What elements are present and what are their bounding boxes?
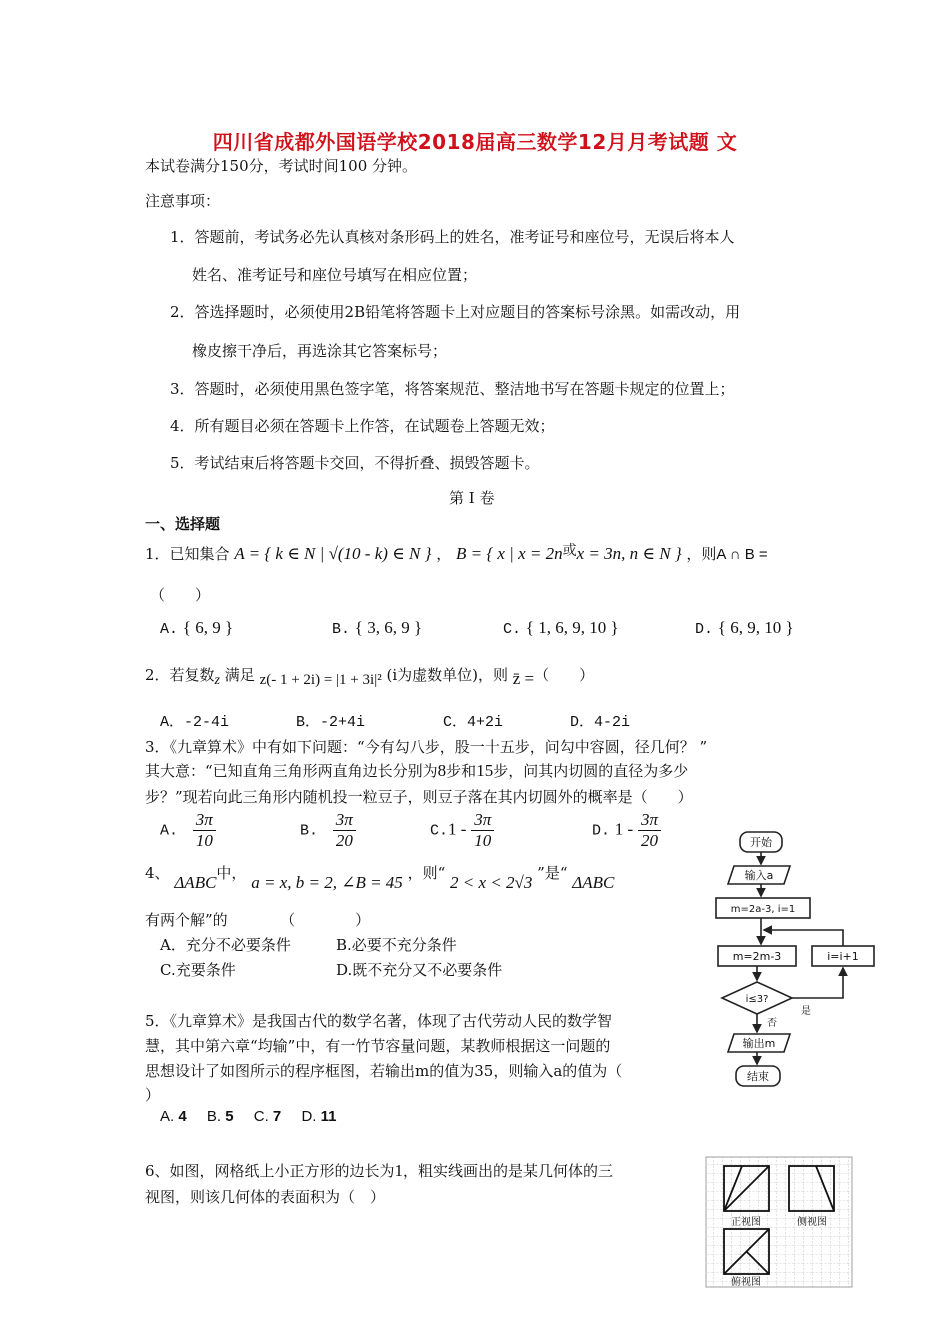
q6-text: ，粗实线画出的是某几何体的三: [403, 1162, 614, 1180]
q1-option-b: [332, 618, 422, 638]
q5-line-2: 慧，其中第六章“均输”中，有一竹节容量问题，某教师根据这一问题的: [145, 1037, 611, 1055]
q5-line-4: ）: [145, 1086, 161, 1104]
option-label: C.: [253, 1108, 269, 1125]
notice-3: 3．答题时，必须使用黑色签字笔，将答案规范、整洁地书写在答题卡规定的位置上；: [170, 380, 735, 398]
flow-increment-label: i=i+1: [827, 950, 859, 963]
flow-input-label: 输入a: [744, 869, 774, 882]
option-value: 5: [225, 1108, 234, 1125]
numerator: 3π: [471, 810, 494, 831]
q6-text: 6、如图，网格纸上小正方形的边长为: [145, 1162, 395, 1180]
flow-no-label: 否: [767, 1018, 777, 1029]
q2-note: (i为虚数单位)，则: [386, 666, 508, 684]
option-label: B.: [300, 822, 319, 840]
option-value: { 6, 9, 10 }: [717, 618, 794, 637]
q3-line-3: 步？”现若向此三角形内随机投一粒豆子，则豆子落在其内切圆外的概率是（ ）: [145, 788, 693, 806]
notice-heading: 注意事项：: [145, 192, 221, 210]
q5-line-1: 5．《九章算术》是我国古代的数学名著，体现了古代劳动人民的数学智: [145, 1012, 613, 1030]
option-value: { 3, 6, 9 }: [354, 618, 423, 637]
q1-set-b-1: B = { x | x = 2n: [455, 544, 563, 563]
option-label: D.: [695, 621, 714, 638]
q5-line-3: 思想设计了如图所示的程序框图，若输出m的值为35，则输入a的值为（: [145, 1062, 623, 1080]
q1-expr: A ∩ B =: [716, 546, 768, 563]
q6-line-1: [145, 1160, 613, 1181]
flow-output-label: 输出m: [742, 1037, 776, 1050]
q3-number-8: 8: [437, 761, 447, 780]
numerator: 3π: [638, 810, 661, 831]
page-title: 四川省成都外国语学校2018届高三数学12月月考试题 文: [212, 130, 738, 154]
option-label: C.: [503, 621, 522, 638]
q6-number: 1: [394, 1161, 404, 1180]
q3-line-1: 3．《九章算术》中有如下问题：“今有勾八步，股一十五步，问勾中容圆，径几何？ ”: [145, 738, 708, 756]
flow-condition-label: i≤3?: [745, 994, 769, 1005]
q1-paren: （ ）: [150, 586, 211, 604]
front-view-label: 正视图: [731, 1217, 761, 1228]
q2-satisfy: 满足: [224, 666, 255, 684]
notice-1: 1．答题前，考试务必先认真核对条形码上的姓名，准考证号和座位号，无误后将本人: [170, 228, 735, 246]
flow-yes-label: 是: [801, 1006, 811, 1017]
q1-option-c: [503, 618, 619, 638]
option-value: 11: [320, 1108, 337, 1125]
option-label: D.: [301, 1108, 317, 1125]
q4-line-2: 有两个解”的 （ ）: [145, 911, 371, 929]
fraction: [638, 810, 661, 851]
q1-option-a: [160, 618, 233, 638]
q4-range: 2 < x < 2√3: [450, 873, 533, 892]
question-4: [145, 862, 614, 893]
q3-option-b: [300, 810, 356, 851]
q4-option-b: B.必要不充分条件: [336, 936, 457, 954]
denominator: 20: [641, 831, 659, 850]
numerator: 3π: [193, 810, 216, 831]
q4-text: ，则“: [407, 864, 446, 882]
q1-set-b-2: x = 3n, n ∈ N }: [576, 544, 682, 563]
option-label: D.: [592, 822, 611, 840]
q2-zbar: z̄ =: [512, 669, 535, 688]
denominator: 20: [335, 831, 353, 850]
option-value: { 6, 9 }: [182, 618, 234, 637]
q3-text: 步，问其内切圆的直径为多少: [493, 762, 689, 780]
option-label: A.: [160, 621, 179, 638]
q2-option-d: D．4-2i: [570, 714, 631, 731]
option-label: C.: [430, 822, 449, 840]
flow-start-label: 开始: [750, 836, 772, 849]
q1-prefix: 1．已知集合: [145, 545, 230, 563]
q5-options: [160, 1108, 336, 1125]
question-1: [145, 540, 768, 564]
q2-option-b: B．-2+4i: [296, 714, 366, 731]
q3-number-15: 15: [476, 761, 494, 780]
flowchart-diagram: [712, 828, 880, 1092]
q4-condition: a = x, b = 2, ∠B = 45: [251, 873, 403, 892]
option-label: B.: [332, 621, 351, 638]
q4-option-d: D.既不充分又不必要条件: [336, 961, 503, 979]
denominator: 10: [474, 831, 492, 850]
q4-triangle: ΔABC: [174, 873, 217, 892]
volume-heading: 第 I 卷: [449, 489, 495, 507]
option-prefix: 1 -: [448, 819, 467, 839]
notice-1-cont: 姓名、准考证号和座位号填写在相应位置；: [192, 266, 478, 284]
option-label: B.: [206, 1108, 222, 1125]
option-value: 4: [178, 1108, 187, 1125]
q3-option-c: [430, 810, 494, 851]
option-label: A.: [160, 822, 179, 840]
notice-5: 5．考试结束后将答题卡交回，不得折叠、损毁答题卡。: [170, 454, 540, 472]
q4-text: 中，: [216, 864, 247, 882]
q4-option-a: A．充分不必要条件: [160, 936, 291, 954]
fraction: [193, 810, 216, 851]
notice-2: 2．答选择题时，必须使用2B铅笔将答题卡上对应题目的答案标号涂黑。如需改动，用: [170, 303, 741, 321]
q6-line-2: 视图，则该几何体的表面积为（ ）: [145, 1188, 386, 1206]
q2-option-c: C．4+2i: [443, 714, 504, 731]
notice-2-cont: 橡皮擦干净后，再选涂其它答案标号；: [192, 342, 448, 360]
q2-equation: z(- 1 + 2i) = |1 + 3i|²: [259, 672, 382, 688]
q2-option-a: A．-2-4i: [160, 714, 230, 731]
q3-text: 步和: [446, 762, 477, 780]
q2-z: z: [214, 673, 220, 688]
denominator: 10: [195, 831, 213, 850]
q2-prefix: 2．若复数: [145, 666, 215, 684]
q4-text: ”是“: [537, 864, 568, 882]
option-value: 7: [272, 1108, 282, 1125]
top-view-label: 俯视图: [731, 1277, 761, 1288]
q2-paren: （ ）: [534, 666, 595, 684]
three-view-diagram: [704, 1155, 856, 1291]
q3-line-2: [145, 760, 688, 781]
option-prefix: 1 -: [614, 819, 634, 839]
flow-init-label: m=2a-3, i=1: [730, 904, 796, 915]
fraction: [471, 810, 494, 851]
option-value: { 1, 6, 9, 10 }: [525, 618, 619, 637]
q1-or: 或: [562, 543, 577, 559]
notice-4: 4．所有题目必须在答题卡上作答，在试题卷上答题无效；: [170, 417, 555, 435]
fraction: [333, 810, 356, 851]
section-heading: 一、选择题: [145, 515, 221, 533]
q1-then: ，则: [686, 545, 717, 563]
q4-triangle: ΔABC: [572, 873, 615, 892]
q3-option-a: [160, 810, 216, 851]
question-2: [145, 664, 594, 689]
q3-option-d: [592, 810, 661, 851]
grid-background: [706, 1157, 852, 1287]
q4-prefix: 4、: [145, 864, 170, 882]
side-view-label: 侧视图: [797, 1217, 827, 1228]
q1-option-d: [695, 618, 794, 638]
numerator: 3π: [333, 810, 356, 831]
q3-text: 其大意：“已知直角三角形两直角边长分别为: [145, 762, 438, 780]
option-label: A.: [160, 1108, 175, 1125]
flow-end-label: 结束: [747, 1070, 769, 1083]
exam-intro: 本试卷满分150分，考试时间100 分钟。: [145, 157, 418, 175]
q1-set-a: A = { k ∈ N | √(10 - k) ∈ N }: [234, 544, 432, 563]
q1-comma: ，: [436, 545, 452, 563]
q4-option-c: C.充要条件: [160, 961, 236, 979]
flow-step-label: m=2m-3: [732, 950, 782, 963]
